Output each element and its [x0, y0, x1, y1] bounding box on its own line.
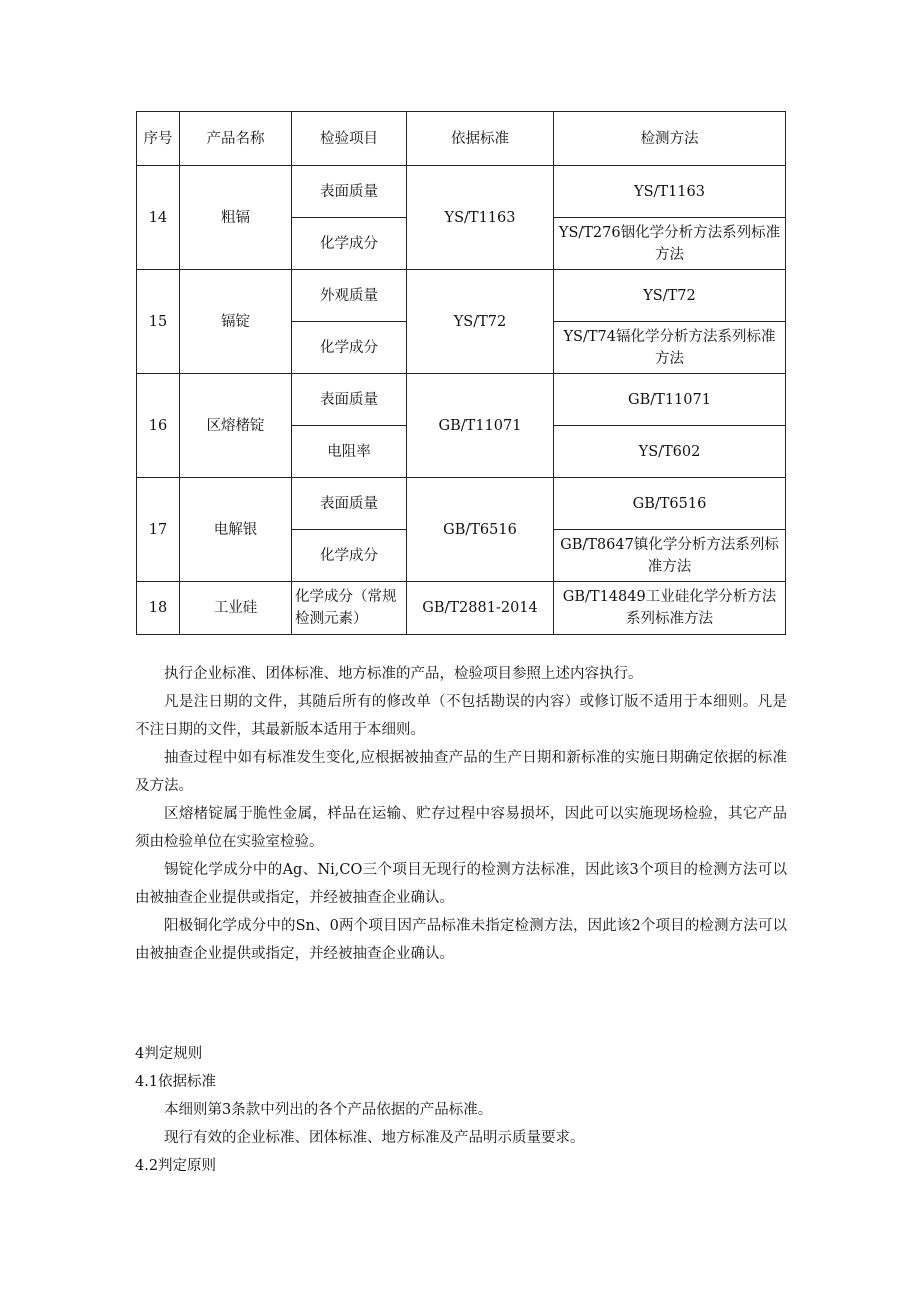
table-header-row — [137, 112, 786, 166]
row-item: 化学成分 — [292, 322, 407, 374]
row-method: YS/T602 — [554, 426, 786, 478]
row-no: 18 — [137, 582, 180, 635]
note-paragraph: 执行企业标准、团体标准、地方标准的产品，检验项目参照上述内容执行。 — [164, 666, 643, 682]
section-4 — [135, 1040, 787, 1180]
note-paragraph: 锡锭化学成分中的Ag、Ni,CO三个项目无现行的检测方法标准，因此该3个项目的检测方法可以由被抽查企业提供或指定，并经被抽查企业确认。 — [135, 862, 787, 906]
row-product: 电解银 — [180, 478, 292, 582]
section-4-2-title: 4.2判定原则 — [135, 1158, 217, 1174]
row-product: 工业硅 — [180, 582, 292, 635]
inspection-table — [136, 111, 786, 635]
row-item: 化学成分（常规检测元素） — [292, 582, 407, 635]
section-4-1-paragraph: 现行有效的企业标准、团体标准、地方标准及产品明示质量要求。 — [164, 1130, 585, 1146]
note-paragraph: 阳极铜化学成分中的Sn、0两个项目因产品标准未指定检测方法，因此该2个项目的检测方法可以由被抽查企业提供或指定，并经被抽查企业确认。 — [135, 918, 787, 962]
notes-block — [135, 660, 787, 968]
row-item: 化学成分 — [292, 530, 407, 582]
header-product: 产品名称 — [180, 112, 292, 166]
row-no: 14 — [137, 166, 180, 270]
row-method: YS/T276铟化学分析方法系列标准方法 — [554, 218, 786, 270]
row-item: 外观质量 — [292, 270, 407, 322]
row-method: GB/T8647镇化学分析方法系列标准方法 — [554, 530, 786, 582]
note-paragraph: 区熔楮锭属于脆性金属，样品在运输、贮存过程中容易损坏，因此可以实施现场检验，其它产品须由检验单位在实验室检验。 — [135, 806, 787, 850]
row-product: 区熔楮锭 — [180, 374, 292, 478]
row-no: 17 — [137, 478, 180, 582]
note-paragraph: 抽查过程中如有标准发生变化,应根据被抽查产品的生产日期和新标准的实施日期确定依据的标准及方法。 — [135, 750, 787, 794]
section-4-1-title: 4.1依据标准 — [135, 1074, 217, 1090]
row-item: 化学成分 — [292, 218, 407, 270]
row-method: GB/T6516 — [554, 478, 786, 530]
row-item: 电阻率 — [292, 426, 407, 478]
row-product: 粗镉 — [180, 166, 292, 270]
row-standard: YS/T72 — [407, 270, 554, 374]
row-item: 表面质量 — [292, 374, 407, 426]
row-no: 16 — [137, 374, 180, 478]
section-4-title: 4判定规则 — [135, 1046, 203, 1062]
row-method: YS/T72 — [554, 270, 786, 322]
row-method: GB/T14849工业硅化学分析方法系列标准方法 — [554, 582, 786, 635]
row-standard: GB/T6516 — [407, 478, 554, 582]
table-row — [137, 270, 786, 322]
header-standard: 依据标准 — [407, 112, 554, 166]
header-no: 序号 — [137, 112, 180, 166]
header-method: 检测方法 — [554, 112, 786, 166]
row-no: 15 — [137, 270, 180, 374]
row-method: YS/T74镉化学分析方法系列标准方法 — [554, 322, 786, 374]
table-row — [137, 582, 786, 635]
row-method: GB/T11071 — [554, 374, 786, 426]
row-item: 表面质量 — [292, 166, 407, 218]
row-method: YS/T1163 — [554, 166, 786, 218]
row-standard: YS/T1163 — [407, 166, 554, 270]
table-row — [137, 374, 786, 426]
row-standard: GB/T11071 — [407, 374, 554, 478]
table-row — [137, 478, 786, 530]
row-item: 表面质量 — [292, 478, 407, 530]
row-product: 镉锭 — [180, 270, 292, 374]
table-row — [137, 166, 786, 218]
header-item: 检验项目 — [292, 112, 407, 166]
note-paragraph: 凡是注日期的文件，其随后所有的修改单（不包括勘误的内容）或修订版不适用于本细则。凡是不注日期的文件，其最新版本适用于本细则。 — [135, 694, 787, 738]
row-standard: GB/T2881-2014 — [407, 582, 554, 635]
section-4-1-paragraph: 本细则第3条款中列出的各个产品依据的产品标准。 — [164, 1102, 493, 1118]
